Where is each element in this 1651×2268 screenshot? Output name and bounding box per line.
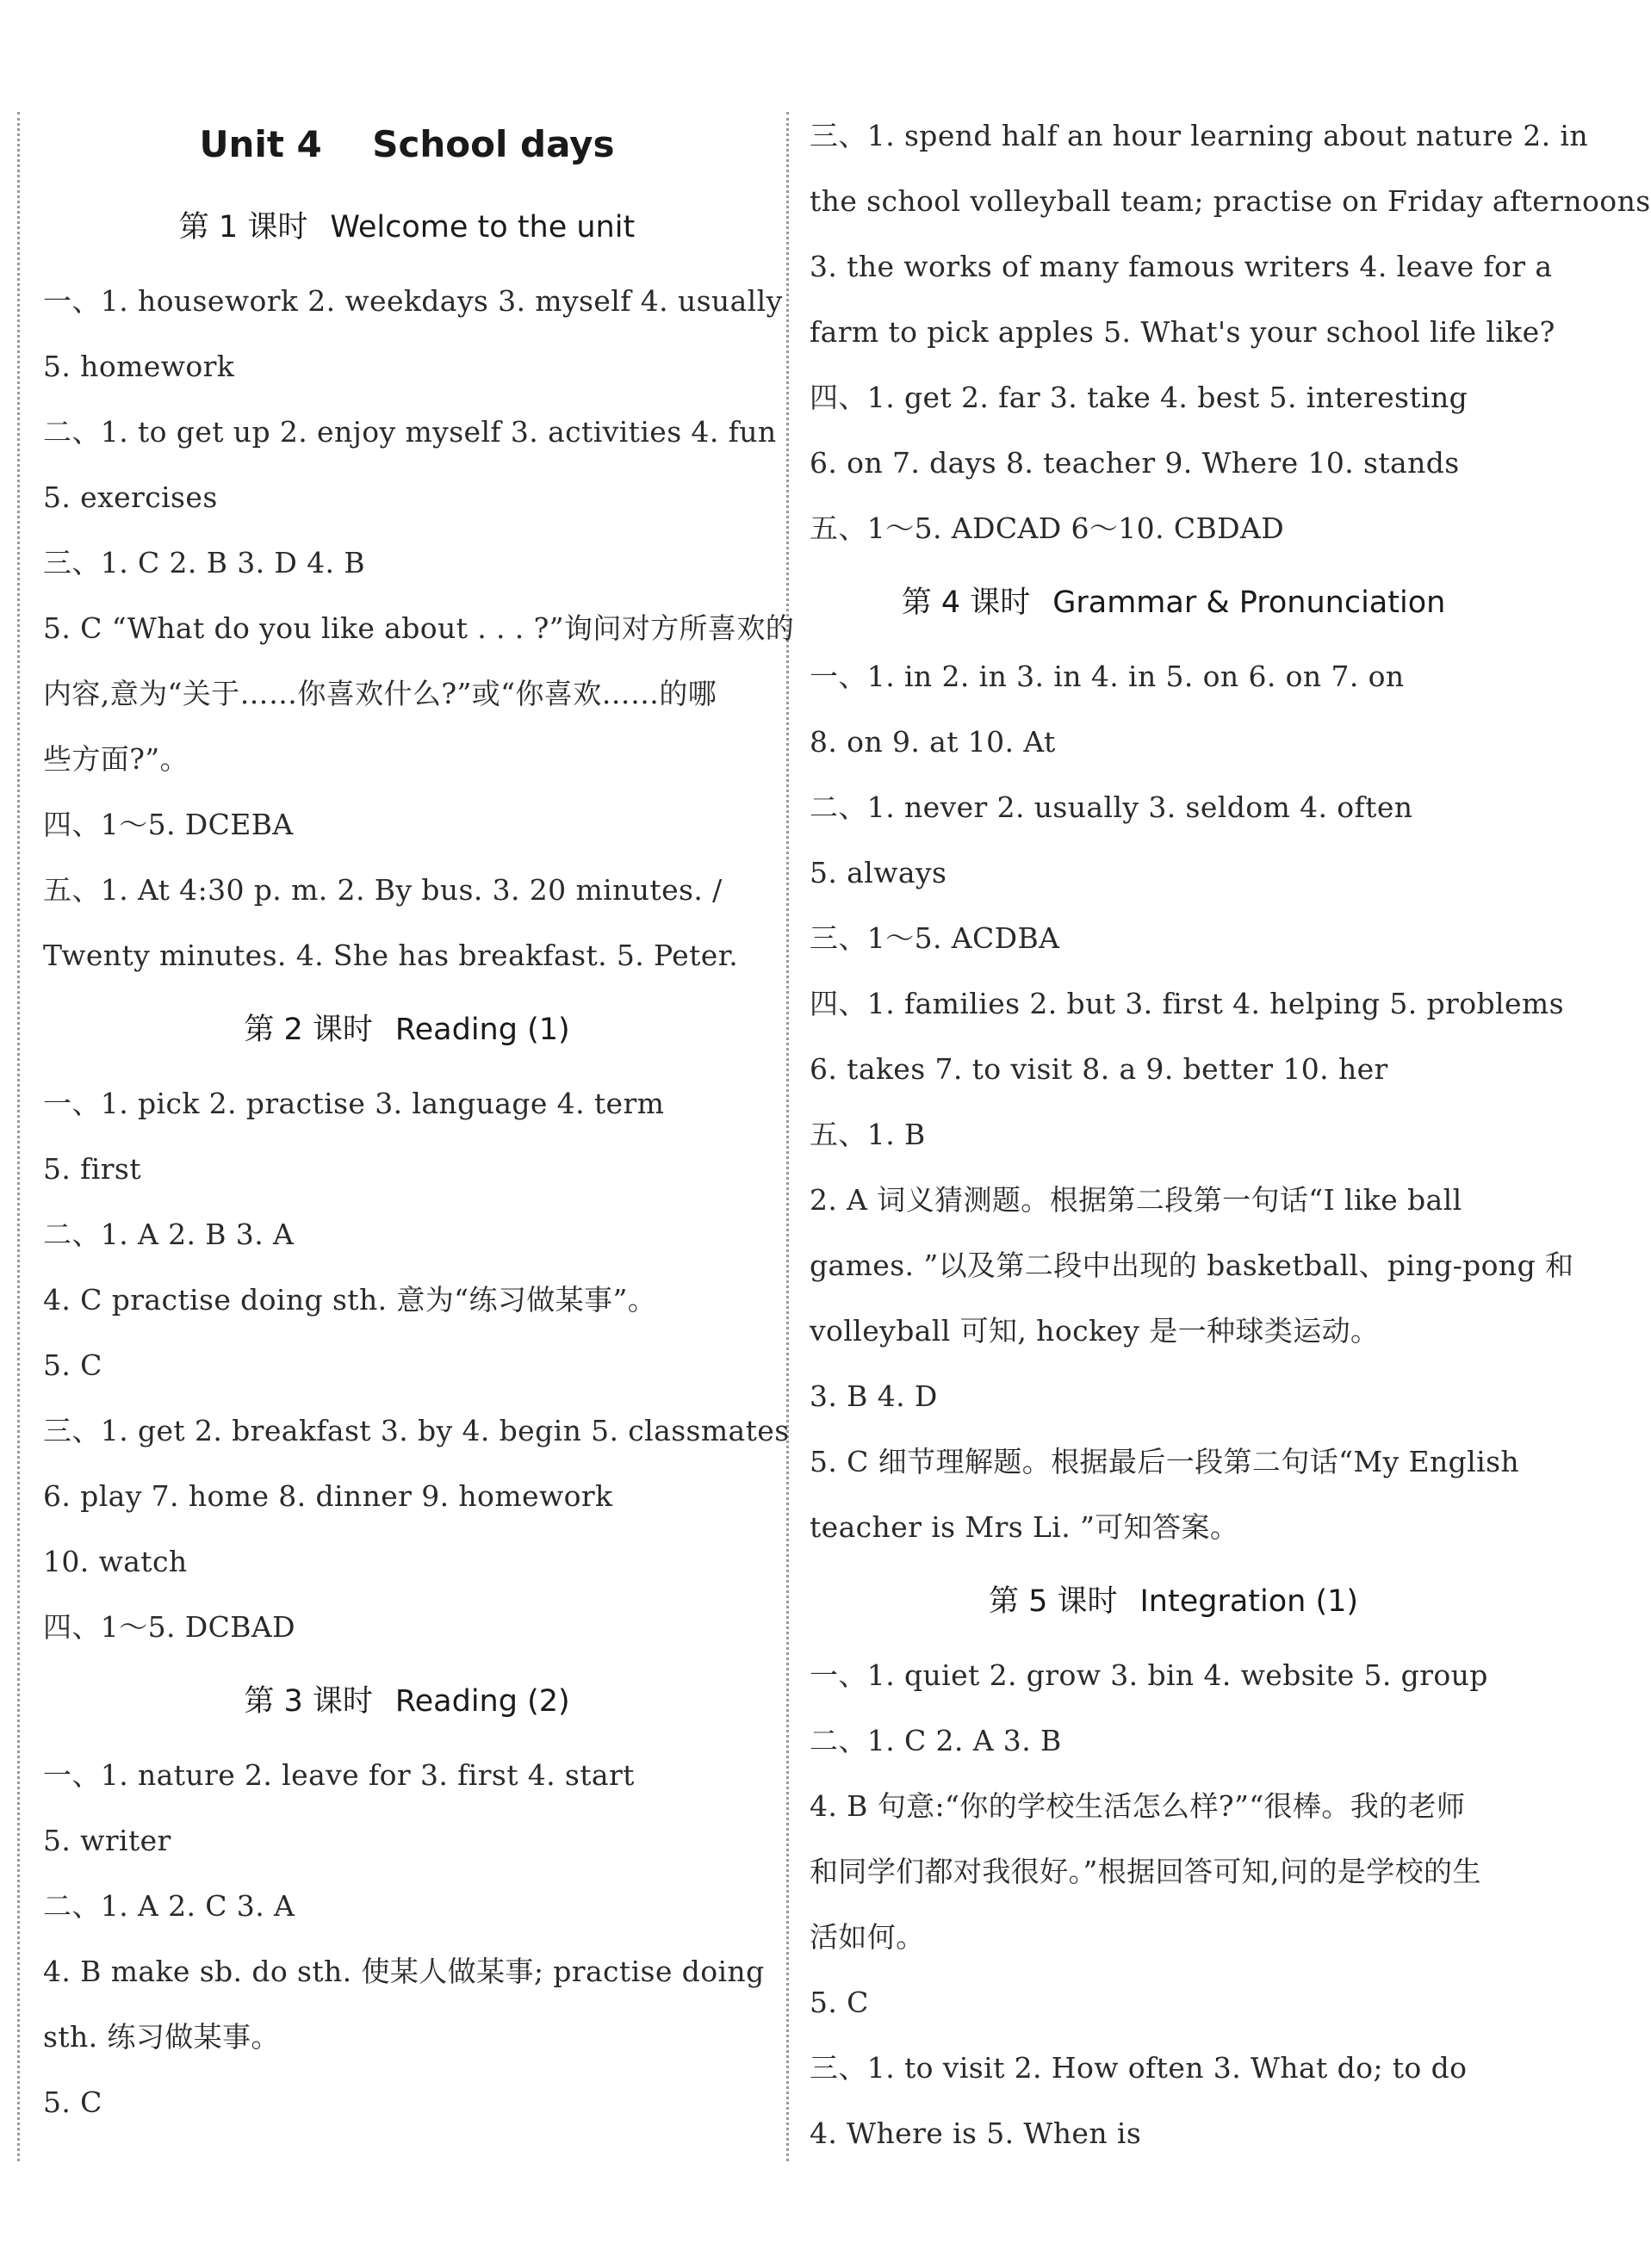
answer-line: 5. writer <box>43 1824 171 1857</box>
section-title-lesson-4 <box>810 561 1537 644</box>
answer-line: 五、1. At 4:30 p. m. 2. By bus. 3. 20 minutes. / <box>43 873 723 907</box>
answer-line: 一、1. quiet 2. grow 3. bin 4. website 5. group <box>810 1658 1488 1692</box>
lesson-number: 第 2 课时 <box>244 1013 373 1047</box>
lesson-name: Reading (1) <box>394 1013 570 1047</box>
lesson-name: Integration (1) <box>1139 1584 1359 1619</box>
left-column <box>43 103 795 2135</box>
answer-line: 6. play 7. home 8. dinner 9. homework <box>43 1479 613 1513</box>
answer-line: 一、1. pick 2. practise 3. language 4. term <box>43 1087 665 1120</box>
answer-line: 3. B 4. D <box>810 1379 938 1413</box>
answer-line: volleyball 可知, hockey 是一种球类运动。 <box>810 1314 1380 1348</box>
lesson-5-answers <box>810 1643 1537 2166</box>
answer-line: 6. takes 7. to visit 8. a 9. better 10. her <box>810 1052 1388 1086</box>
lesson-number: 第 5 课时 <box>988 1584 1118 1619</box>
answer-line: farm to pick apples 5. What's your school life like? <box>810 315 1555 349</box>
answer-line: 三、1. C 2. B 3. D 4. B <box>43 546 365 579</box>
lesson-number: 第 1 课时 <box>178 210 308 245</box>
answer-line: 5. C <box>43 1348 102 1382</box>
lesson-3-answers <box>43 1743 771 2135</box>
answer-line: sth. 练习做某事。 <box>43 2020 280 2054</box>
answer-line: 四、1. get 2. far 3. take 4. best 5. interesting <box>810 381 1468 414</box>
answer-line: 10. watch <box>43 1545 188 1578</box>
answer-line: 四、1. families 2. but 3. first 4. helping 5. problems <box>810 987 1564 1020</box>
lesson-number: 第 4 课时 <box>901 586 1031 620</box>
answer-line: 二、1. A 2. B 3. A <box>43 1218 295 1251</box>
answer-line: 5. exercises <box>43 480 218 514</box>
answer-line: 些方面?”。 <box>43 742 189 776</box>
answer-line: teacher is Mrs Li. ”可知答案。 <box>810 1510 1239 1544</box>
section-title-lesson-1 <box>43 186 771 269</box>
answer-line: 三、1. get 2. breakfast 3. by 4. begin 5. classmates <box>43 1414 790 1447</box>
answer-line: 五、1～5. ADCAD 6～10. CBDAD <box>810 511 1285 545</box>
answer-line: 二、1. C 2. A 3. B <box>810 1724 1062 1757</box>
answer-line: 5. C <box>810 1986 869 2019</box>
section-title-lesson-5 <box>810 1560 1537 1643</box>
answer-line: 四、1～5. DCBAD <box>43 1610 296 1644</box>
answer-line: 四、1～5. DCEBA <box>43 808 294 841</box>
lesson-4-answers <box>810 644 1574 1560</box>
section-title-lesson-3 <box>43 1660 771 1743</box>
answer-line: 8. on 9. at 10. At <box>810 725 1056 759</box>
answer-line: 5. C <box>43 2085 102 2119</box>
answer-line: 5. first <box>43 1152 141 1186</box>
lesson-name: Grammar & Pronunciation <box>1052 586 1446 620</box>
answer-line: 三、1. to visit 2. How often 3. What do; to do <box>810 2051 1468 2085</box>
lesson-name: Reading (2) <box>394 1684 570 1719</box>
answer-line: Twenty minutes. 4. She has breakfast. 5. Peter. <box>43 939 739 972</box>
answer-line: 6. on 7. days 8. teacher 9. Where 10. stands <box>810 446 1460 480</box>
section-title-lesson-2 <box>43 988 771 1071</box>
answer-line: 一、1. housework 2. weekdays 3. myself 4. usually <box>43 284 783 318</box>
answer-line: 二、1. A 2. C 3. A <box>43 1889 295 1923</box>
left-margin-rule <box>17 112 20 2161</box>
answer-line: 4. Where is 5. When is <box>810 2116 1142 2150</box>
lesson-1-answers <box>43 269 795 988</box>
answer-line: 5. C “What do you like about . . . ?”询问对方所喜欢的 <box>43 611 795 645</box>
answer-line: 5. C 细节理解题。根据最后一段第二句话“My English <box>810 1445 1520 1478</box>
unit-title: Unit 4 School days <box>199 123 615 165</box>
answer-line: 内容,意为“关于……你喜欢什么?”或“你喜欢……的哪 <box>43 677 717 710</box>
lesson-name: Welcome to the unit <box>330 210 636 245</box>
answer-line: 4. B make sb. do sth. 使某人做某事; practise doing <box>43 1955 765 1988</box>
answer-line: games. ”以及第二段中出现的 basketball、ping-pong 和 <box>810 1249 1574 1282</box>
answer-line: 4. B 句意:“你的学校生活怎么样?”“很棒。我的老师 <box>810 1789 1466 1823</box>
answer-line: 二、1. to get up 2. enjoy myself 3. activities 4. fun <box>43 415 777 449</box>
lesson-3-answers-continued <box>810 103 1651 561</box>
answer-line: 五、1. B <box>810 1118 926 1151</box>
right-column <box>810 103 1651 2166</box>
answer-line: 5. always <box>810 856 947 889</box>
lesson-2-answers <box>43 1071 790 1660</box>
answer-line: 一、1. in 2. in 3. in 4. in 5. on 6. on 7. on <box>810 660 1405 693</box>
answer-line: the school volleyball team; practise on Friday afternoons <box>810 184 1651 218</box>
answer-line: 和同学们都对我很好。”根据回答可知,问的是学校的生 <box>810 1855 1481 1888</box>
column-divider <box>786 112 789 2161</box>
answer-line: 活如何。 <box>810 1920 925 1954</box>
answer-line: 5. homework <box>43 350 235 383</box>
answer-line: 三、1～5. ACDBA <box>810 921 1060 955</box>
answer-line: 一、1. nature 2. leave for 3. first 4. start <box>43 1758 635 1792</box>
answer-line: 4. C practise doing sth. 意为“练习做某事”。 <box>43 1283 657 1317</box>
answer-line: 三、1. spend half an hour learning about nature 2. in <box>810 119 1588 152</box>
lesson-number: 第 3 课时 <box>244 1684 373 1719</box>
answer-line: 2. A 词义猜测题。根据第二段第一句话“I like ball <box>810 1183 1462 1217</box>
answer-line: 二、1. never 2. usually 3. seldom 4. often <box>810 790 1413 824</box>
answer-line: 3. the works of many famous writers 4. leave for a <box>810 250 1553 283</box>
